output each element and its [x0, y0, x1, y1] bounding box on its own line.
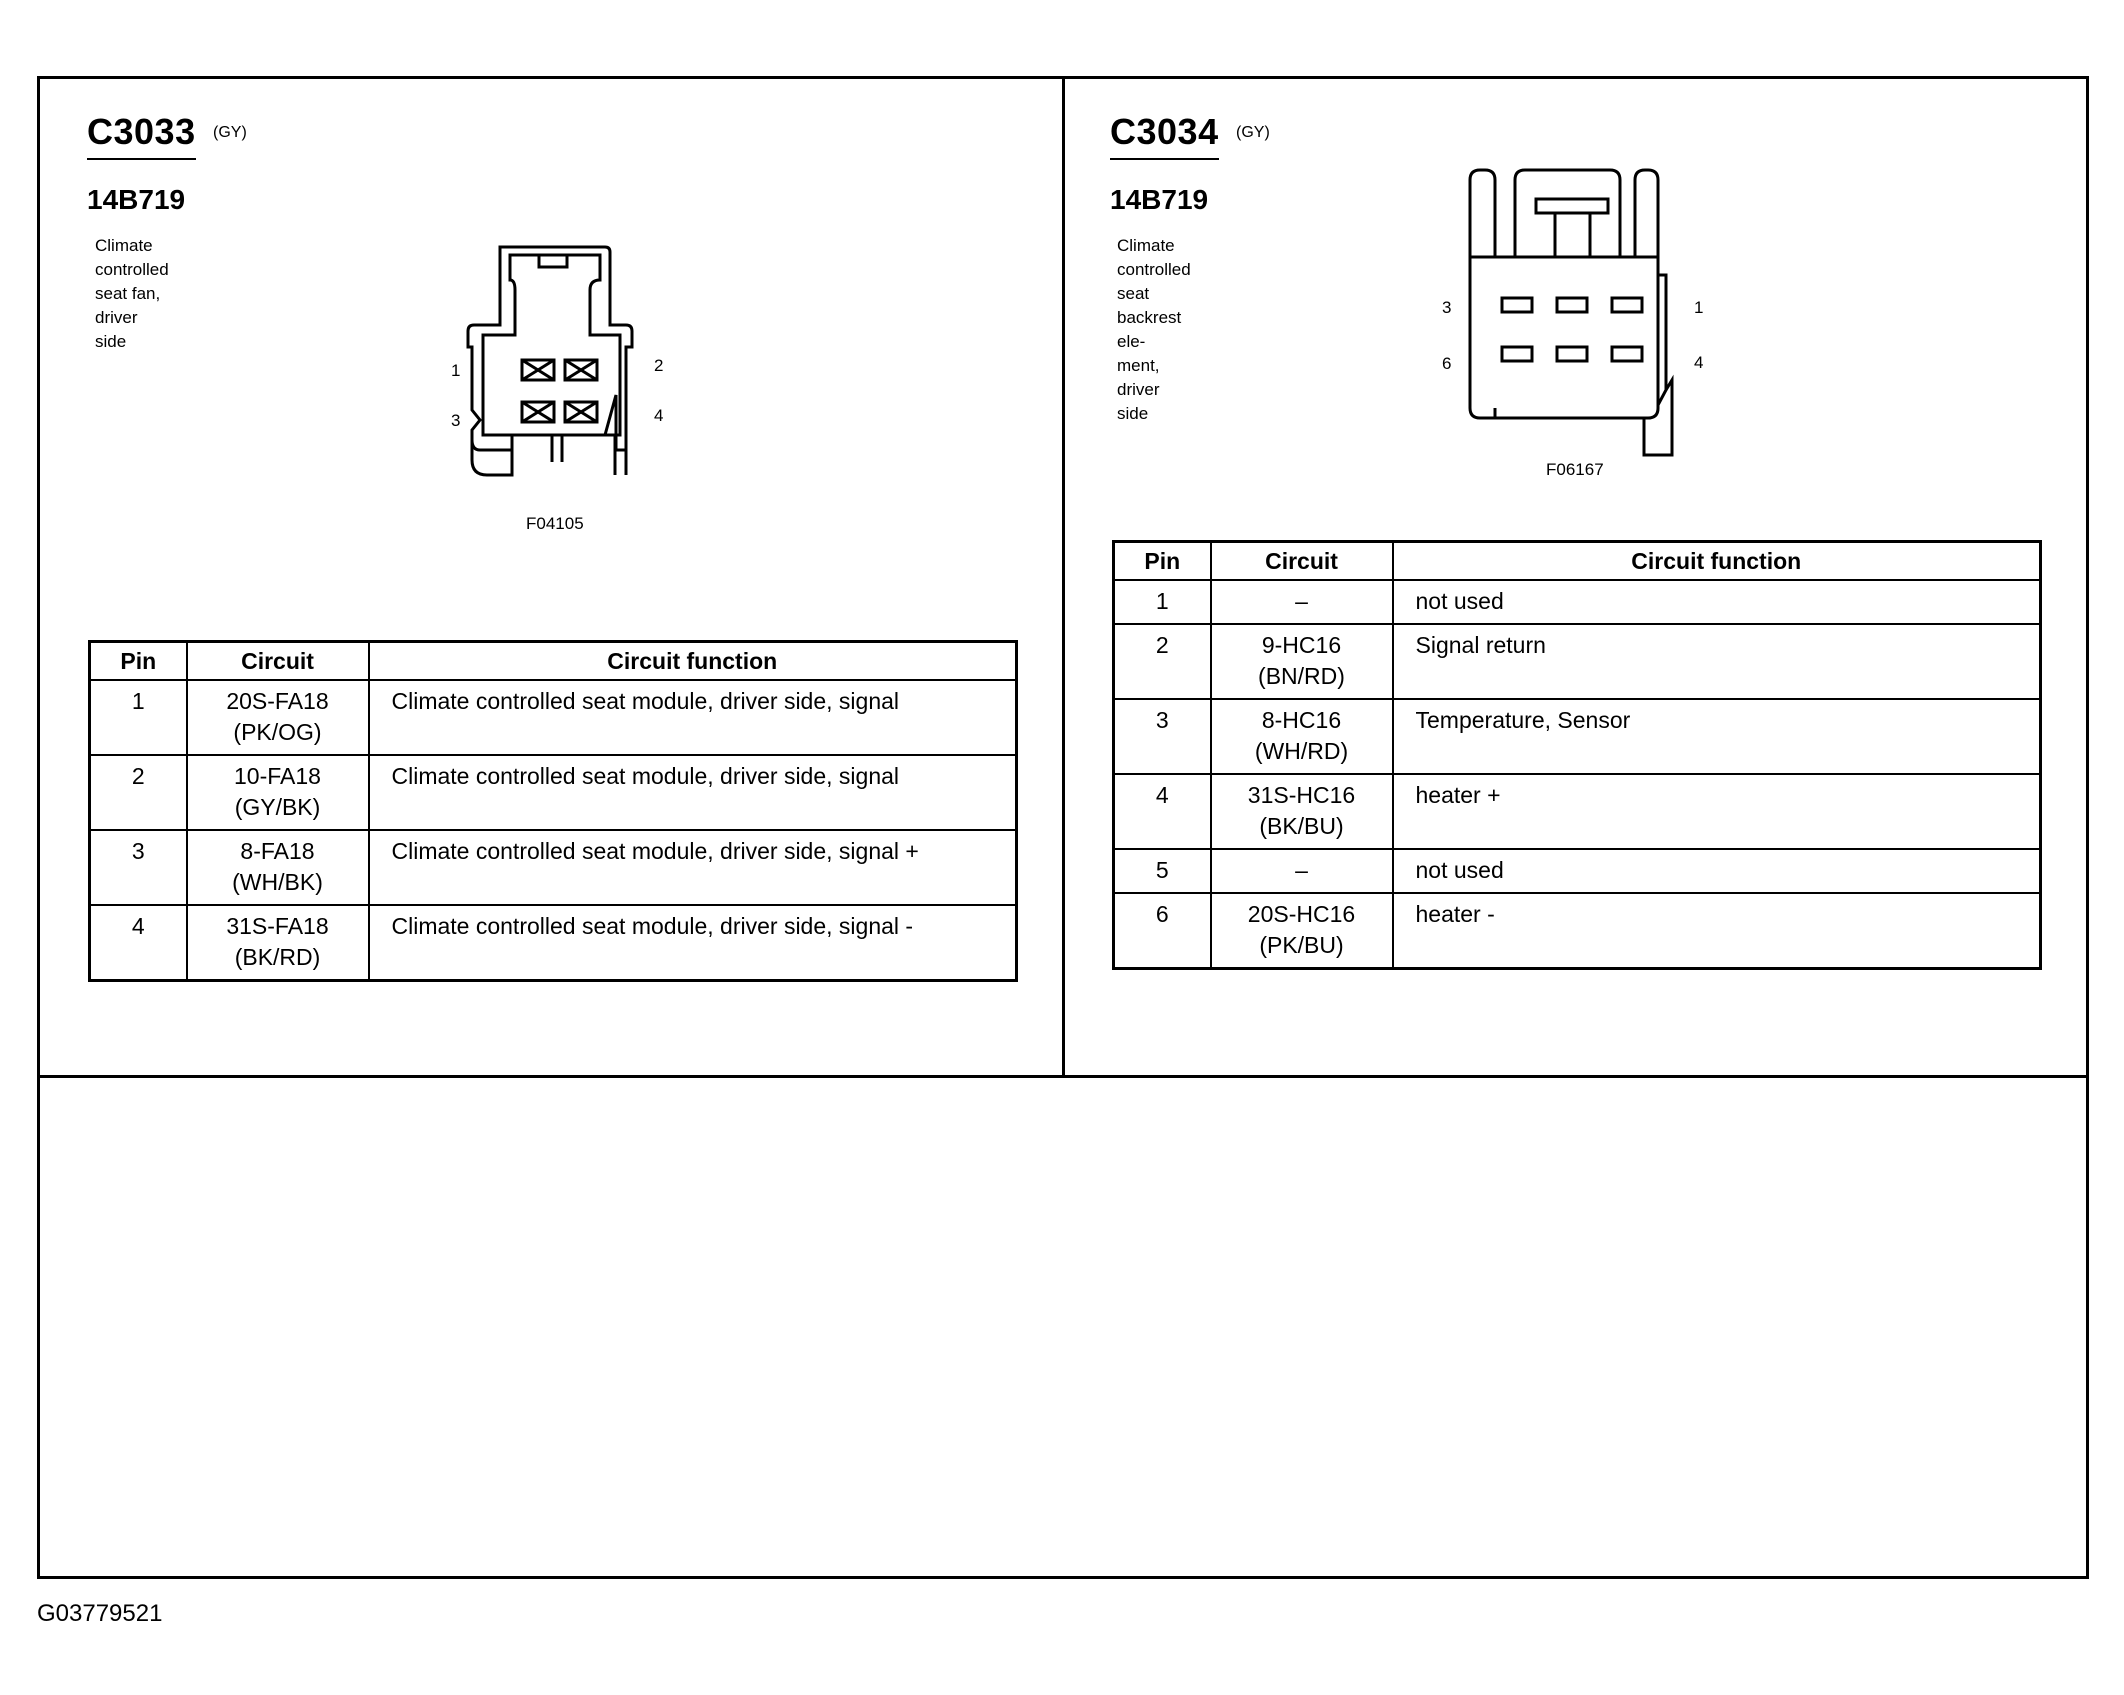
- table-row: [90, 755, 1017, 830]
- vertical-divider: [1062, 76, 1065, 1078]
- function-cell: not used: [1393, 580, 2041, 624]
- function-cell: heater -: [1393, 893, 2041, 969]
- connector-id: C3033: [87, 112, 196, 160]
- circuit-code: 8-FA18: [240, 838, 315, 864]
- pin-cell: 3: [90, 830, 187, 905]
- wire-color: (WH/RD): [1254, 738, 1349, 764]
- circuit-cell: [1211, 893, 1393, 969]
- circuit-cell: [187, 905, 369, 981]
- pin-label-1: 1: [1694, 298, 1704, 317]
- circuit-code: –: [1295, 857, 1308, 883]
- pin-cavities: [1502, 298, 1642, 361]
- circuit-cell: [1211, 624, 1393, 699]
- function-cell: Climate controlled seat module, driver side, signal +: [369, 830, 1017, 905]
- horizontal-divider: [37, 1075, 2089, 1078]
- connector-c3034-face-diagram: [1430, 165, 1710, 465]
- pinout-table: [88, 640, 1018, 982]
- pin-cell: 2: [90, 755, 187, 830]
- pin-label-3: 3: [1442, 298, 1452, 317]
- circuit-cell: [1211, 849, 1393, 893]
- circuit-cell: [187, 830, 369, 905]
- table-row: [90, 905, 1017, 981]
- table-row: [90, 680, 1017, 755]
- wire-color: (BK/BU): [1259, 813, 1344, 839]
- pin-cell: 1: [1114, 580, 1211, 624]
- function-cell: Climate controlled seat module, driver side, signal: [369, 680, 1017, 755]
- table-row: [1114, 699, 2041, 774]
- connector-description: Climate controlled seat fan, driver side: [95, 236, 169, 351]
- circuit-cell: [1211, 699, 1393, 774]
- pin-cell: 6: [1114, 893, 1211, 969]
- pin-label-2: 2: [654, 356, 664, 375]
- circuit-code: 20S-HC16: [1247, 901, 1356, 927]
- table-row: [1114, 774, 2041, 849]
- pin-cell: 2: [1114, 624, 1211, 699]
- header-pin: Pin: [1114, 542, 1211, 581]
- connector-color: (GY): [213, 124, 247, 141]
- circuit-code: 8-HC16: [1261, 707, 1342, 733]
- wire-color: (PK/BU): [1259, 932, 1344, 958]
- document-id: G03779521: [37, 1600, 163, 1627]
- circuit-code: 9-HC16: [1261, 632, 1342, 658]
- circuit-code: 10-FA18: [234, 763, 321, 789]
- wire-color: (BN/RD): [1258, 663, 1345, 689]
- wire-color: (PK/OG): [233, 719, 322, 745]
- pin-cell: 4: [90, 905, 187, 981]
- pin-label-1: 1: [451, 361, 461, 380]
- function-cell: not used: [1393, 849, 2041, 893]
- pin-cell: 1: [90, 680, 187, 755]
- connector-color: (GY): [1236, 124, 1270, 141]
- function-cell: Climate controlled seat module, driver side, signal -: [369, 905, 1017, 981]
- circuit-cell: [187, 755, 369, 830]
- pin-cell: 4: [1114, 774, 1211, 849]
- table-header-row: [90, 642, 1017, 681]
- part-number: 14B719: [87, 184, 186, 215]
- pin-cell: 3: [1114, 699, 1211, 774]
- table-header-row: [1114, 542, 2041, 581]
- function-cell: Temperature, Sensor: [1393, 699, 2041, 774]
- header-pin: Pin: [90, 642, 187, 681]
- header-circuit: Circuit: [187, 642, 369, 681]
- circuit-code: 20S-FA18: [226, 688, 329, 714]
- pinout-table: [1112, 540, 2042, 970]
- header-circuit: Circuit: [1211, 542, 1393, 581]
- pin-cell: 5: [1114, 849, 1211, 893]
- pin-label-4: 4: [1694, 353, 1704, 372]
- connector-id: C3034: [1110, 112, 1219, 160]
- wire-color: (GY/BK): [234, 794, 321, 820]
- pin-label-3: 3: [451, 411, 461, 430]
- circuit-code: 31S-HC16: [1247, 782, 1356, 808]
- pin-label-4: 4: [654, 406, 664, 425]
- wire-color: (BK/RD): [234, 944, 321, 970]
- function-cell: heater +: [1393, 774, 2041, 849]
- figure-id: F06167: [1546, 460, 1604, 479]
- circuit-code: –: [1295, 588, 1308, 614]
- function-cell: Climate controlled seat module, driver side, signal: [369, 755, 1017, 830]
- wire-color: (WH/BK): [232, 869, 323, 895]
- figure-id: F04105: [526, 514, 584, 533]
- pin-cavities: [522, 360, 597, 422]
- connector-c3033-face-diagram: [430, 235, 670, 485]
- table-row: [1114, 849, 2041, 893]
- part-number: 14B719: [1110, 184, 1209, 215]
- table-row: [1114, 893, 2041, 969]
- header-function: Circuit function: [369, 642, 1017, 681]
- header-function: Circuit function: [1393, 542, 2041, 581]
- table-row: [90, 830, 1017, 905]
- connector-description: Climate controlled seat backrest ele- ment, driver side: [1117, 236, 1191, 423]
- pin-label-6: 6: [1442, 354, 1452, 373]
- circuit-cell: [1211, 580, 1393, 624]
- table-row: [1114, 580, 2041, 624]
- circuit-cell: [1211, 774, 1393, 849]
- circuit-cell: [187, 680, 369, 755]
- circuit-code: 31S-FA18: [226, 913, 329, 939]
- function-cell: Signal return: [1393, 624, 2041, 699]
- table-row: [1114, 624, 2041, 699]
